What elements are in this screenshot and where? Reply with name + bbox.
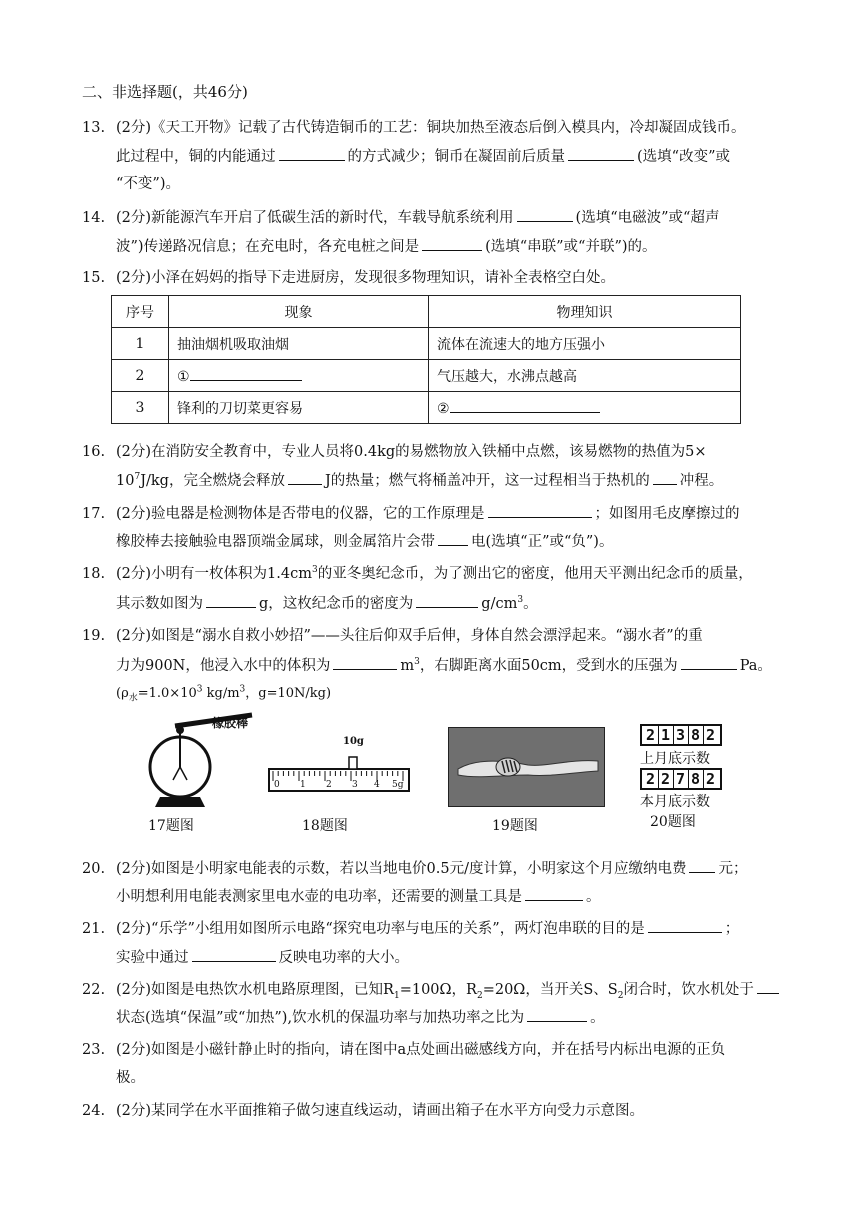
question-19-line-3 [116,684,331,704]
question-22-line-1 [82,979,782,1000]
question-text: (选填“串联”或“并联”)的。 [485,239,657,255]
answer-blank[interactable] [206,593,256,608]
meter-digit: 7 [674,770,689,788]
table-cell: 气压越大，水沸点越高 [429,360,741,392]
question-text: g，这枚纪念币的密度为 [259,596,414,612]
question-13-line-2 [116,146,730,167]
answer-blank[interactable] [279,146,345,161]
question-text: =20Ω，当开关S、S [482,982,618,998]
question-18-line-1 [82,564,753,584]
blank-marker: ① [177,369,190,385]
answer-blank[interactable] [192,947,276,962]
figure-19-caption: 19题图 [492,818,538,834]
question-text: (2分)某同学在水平面推箱子做匀速直线运动，请画出箱子在水平方向受力示意图。 [116,1103,645,1119]
question-text: (2分)如图是电热饮水机电路原理图，已知R [116,982,394,998]
table-header: 序号 [112,296,169,328]
question-number: 22. [82,982,106,998]
question-number: 20. [82,861,106,877]
question-16-line-2 [116,470,723,491]
tick-label: 1 [300,780,306,790]
superscript: 3 [239,684,246,695]
tick-label: 0 [274,780,280,790]
table-cell [169,360,429,392]
question-22-line-2 [116,1007,605,1028]
meter-digits [640,724,722,746]
question-text: (选填“电磁波”或“超声 [575,210,720,226]
question-text: ；如图用毛皮摩擦过的 [594,506,740,522]
question-20-line-1 [82,858,747,879]
answer-blank[interactable] [527,1007,587,1022]
question-text: (2分)《天工开物》记载了古代铸造铜币的工艺：铜块加热至液态后倒入模具内，冷却凝固成钱币。 [116,120,746,136]
meter-digit: 8 [689,726,704,744]
question-text: 橡胶棒去接触验电器顶端金属球，则金属箔片会带 [116,534,435,550]
question-text: Pa。 [739,658,772,674]
question-text: 。 [590,1010,605,1026]
tick-label: 5g [392,780,404,790]
answer-blank[interactable] [288,470,322,485]
superscript: 3 [196,684,203,695]
question-text: 状态(选填“保温”或“加热”),饮水机的保温功率与加热功率之比为 [116,1010,525,1026]
question-17-line-1 [82,503,740,524]
question-text: g/cm [481,596,518,612]
question-text: ，g=10N/kg) [245,686,332,701]
answer-blank[interactable] [525,886,583,901]
question-text: 闭合时，饮水机处于 [623,982,754,998]
question-text: 实验中通过 [116,950,189,966]
question-text: 其示数如图为 [116,596,203,612]
section-title: 二、非选择题(，共46分) [82,83,248,101]
figure-20-caption: 20题图 [650,814,696,830]
question-text: ； [724,921,740,937]
question-text: 。 [523,596,538,612]
meter-digit: 3 [674,726,689,744]
meter-digit: 2 [644,770,659,788]
table-header: 物理知识 [429,296,741,328]
answer-blank[interactable] [422,236,482,251]
question-number: 14. [82,210,106,226]
answer-blank[interactable] [438,531,468,546]
question-text: m [400,658,415,674]
question-15-table [111,295,741,424]
question-text: 小明想利用电能表测家里电水壶的电功率，还需要的测量工具是 [116,889,522,905]
question-text: 力为900N，他浸入水中的体积为 [116,658,331,674]
tick-label: 4 [374,780,380,790]
question-text: 的方式减少；铜币在凝固前后质量 [347,149,565,165]
question-text: (ρ [116,686,129,701]
subscript: 1 [393,990,400,1001]
question-text: 反映电功率的大小。 [278,950,409,966]
question-text: (选填“改变”或 [637,149,730,165]
question-text: (2分)新能源汽车开启了低碳生活的新时代，车载导航系统利用 [116,210,514,226]
question-24-line-1 [82,1101,644,1121]
meter-digit: 2 [659,770,674,788]
question-text: (2分)在消防安全教育中，专业人员将0.4kg的易燃物放入铁桶中点燃，该易燃物的热值为5× [116,444,707,460]
question-13-line-1 [82,118,746,138]
question-text: 的亚冬奥纪念币，为了测出它的密度，他用天平测出纪念币的质量， [317,566,753,582]
question-21-line-1 [82,918,739,939]
question-18-line-2 [116,593,538,614]
answer-blank[interactable] [488,503,592,518]
meter-last-month-label: 上月底示数 [640,751,710,767]
question-text: ，右脚距离水面50cm，受到水的压强为 [419,658,678,674]
table-row [112,328,741,360]
question-text: 元； [718,861,748,877]
table-header: 现象 [169,296,429,328]
table-cell [429,392,741,424]
balance-beam-figure [265,745,415,800]
question-number: 17. [82,506,106,522]
answer-blank[interactable] [416,593,478,608]
table-cell: 锋利的刀切菜更容易 [169,392,429,424]
meter-digit: 1 [659,726,674,744]
question-text: (2分)如图是小磁针静止时的指向，请在图中a点处画出磁感线方向，并在括号内标出电源的正负 [116,1042,726,1058]
meter-digit: 2 [644,726,659,744]
answer-blank[interactable] [450,398,600,413]
subscript: 2 [476,990,483,1001]
meter-last-month [640,724,722,746]
meter-digits [640,768,722,790]
question-19-line-1 [82,626,703,646]
meter-digit: 2 [705,770,717,788]
question-text: 10 [116,473,135,489]
question-text: 冲程。 [679,473,724,489]
meter-digit: 8 [689,770,704,788]
question-number: 18. [82,566,106,582]
question-13-line-3: “不变”)。 [116,176,180,192]
question-number: 24. [82,1103,106,1119]
answer-blank[interactable] [757,979,779,994]
superscript: 3 [311,565,318,576]
question-number: 15. [82,270,106,286]
question-text: 波”)传递路况信息；在充电时，各充电桩之间是 [116,239,420,255]
answer-blank[interactable] [568,146,634,161]
question-number: 16. [82,444,106,460]
floating-person-photo [448,727,605,807]
question-15-line-1 [82,268,615,288]
question-text: J的热量；燃气将桶盖冲开，这一过程相当于热机的 [324,473,650,489]
tick-label: 2 [326,780,332,790]
table-row [112,360,741,392]
question-19-line-2 [116,655,772,676]
question-number: 21. [82,921,106,937]
question-number: 19. [82,628,106,644]
subscript: 水 [128,693,138,704]
table-cell: 3 [112,392,169,424]
question-text: (2分)如图是“溺水自救小妙招”——头往后仰双手后伸，身体自然会漂浮起来。“溺水者”的重 [116,628,703,644]
answer-blank[interactable] [681,655,737,670]
table-row [112,392,741,424]
meter-digit: 2 [705,726,717,744]
superscript: 3 [517,595,524,606]
question-23-line-1 [82,1040,725,1060]
answer-blank[interactable] [517,207,573,222]
question-20-line-2 [116,886,601,907]
weight-icon [349,757,357,769]
question-text: (2分)验电器是检测物体是否带电的仪器，它的工作原理是 [116,506,485,522]
question-text: =1.0×10 [137,686,197,701]
electroscope-base [155,797,205,807]
question-14-line-1 [82,207,719,228]
question-text: (2分)小明有一枚体积为1.4cm [116,566,312,582]
question-number: 23. [82,1042,106,1058]
table-cell: 抽油烟机吸取油烟 [169,328,429,360]
question-text: (2分)如图是小明家电能表的示数，若以当地电价0.5元/度计算，小明家这个月应缴纳电费 [116,861,687,877]
beam-scale [269,769,409,791]
question-text: (2分)小泽在妈妈的指导下走进厨房，发现很多物理知识，请补全表格空白处。 [116,270,616,286]
answer-blank[interactable] [190,366,302,381]
meter-this-month [640,768,722,790]
superscript: 3 [414,657,420,668]
question-text: 。 [586,889,601,905]
answer-blank[interactable] [689,858,715,873]
weight-label: 10g [343,736,364,747]
answer-blank[interactable] [648,918,722,933]
question-text: 电(选填“正”或“负”)。 [471,534,614,550]
superscript: 7 [134,472,141,483]
table-header-row [112,296,741,328]
question-23-line-2: 极。 [116,1070,145,1086]
question-14-line-2 [116,236,657,257]
question-21-line-2 [116,947,409,968]
question-text: =100Ω，R [399,982,477,998]
question-text: (2分)“乐学”小组用如图所示电路“探究电功率与电压的关系”，两灯泡串联的目的是 [116,921,645,937]
question-text: kg/m [202,686,240,701]
table-cell: 1 [112,328,169,360]
answer-blank[interactable] [653,470,677,485]
subscript: 2 [617,990,624,1001]
question-16-line-1 [82,442,707,462]
question-text: J/kg，完全燃烧会释放 [140,473,285,489]
blank-marker: ② [437,401,450,417]
meter-this-month-label: 本月底示数 [640,794,710,810]
table-cell: 流体在流速大的地方压强小 [429,328,741,360]
question-17-line-2 [116,531,613,552]
figure-17-caption: 17题图 [148,818,194,834]
tick-label: 3 [352,780,358,790]
answer-blank[interactable] [333,655,397,670]
question-text: 此过程中，铜的内能通过 [116,149,276,165]
figure-18-caption: 18题图 [302,818,348,834]
table-cell: 2 [112,360,169,392]
question-number: 13. [82,120,106,136]
rubber-rod-label: 橡胶棒 [212,716,249,730]
